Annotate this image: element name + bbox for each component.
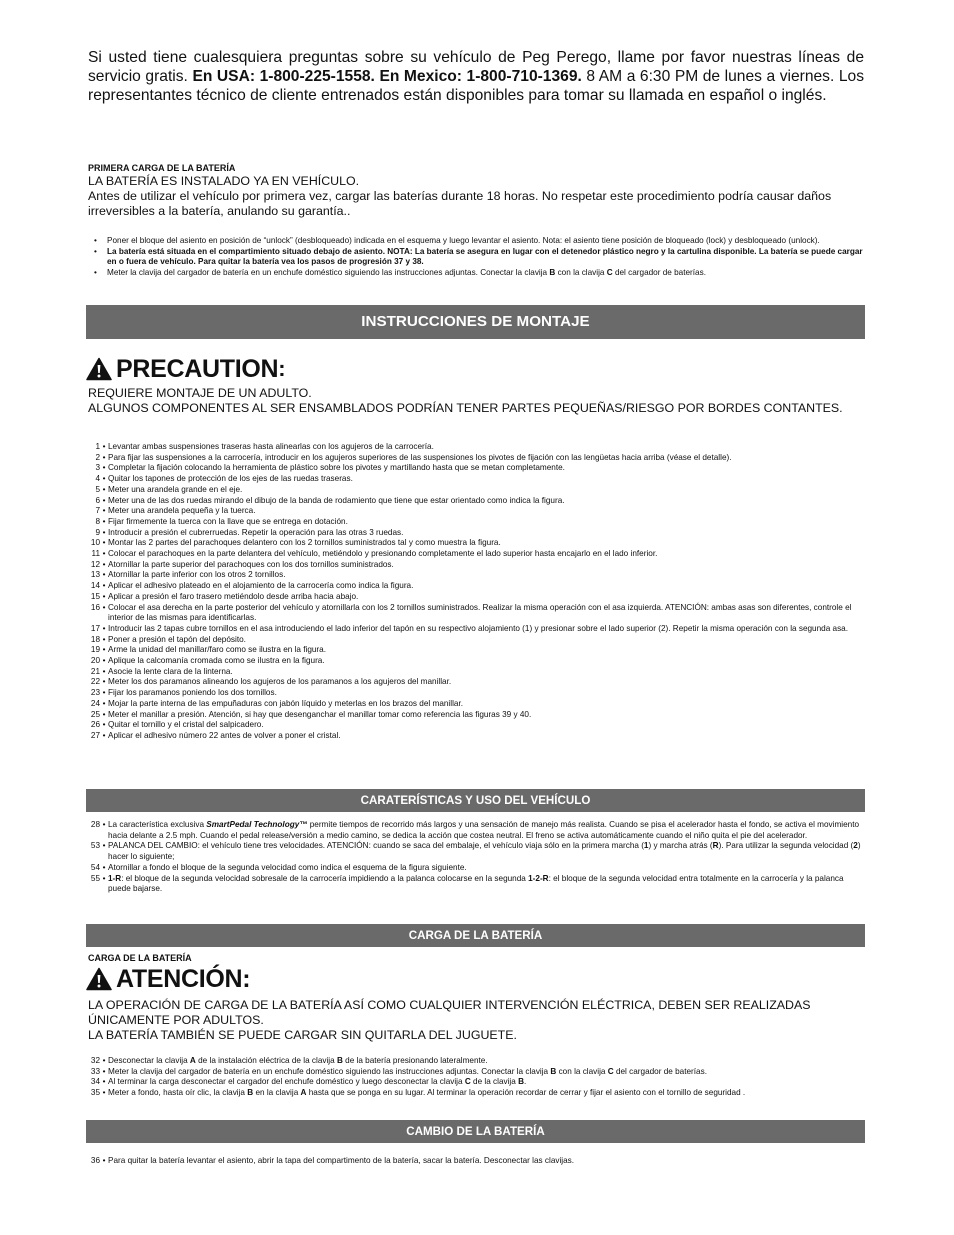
step-number: 18 [90, 634, 100, 644]
step-number: 53 [90, 841, 100, 851]
step-text: Fijar firmemente la tuerca con la llave que se entrega en dotación. [108, 516, 348, 526]
step-text: Aplicar el adhesivo plateado en el alojamiento de la carrocería como indica la figura. [108, 581, 414, 591]
step-item: 18 • Poner a presión el tapón del depósito. [84, 635, 864, 646]
step-text: Para fijar las suspensiones a la carrocería, introducir en los agujeros superiores de las suspensiones los pivotes de fijación con las lengüetas hacia arriba (véase el detalle). [108, 452, 732, 462]
step-text: Aplicar a presión el faro trasero metiéndolo desde arriba hacia abajo. [108, 591, 359, 601]
step-item: 33 • Meter la clavija del cargador de batería en un enchufe doméstico siguiendo las instrucciones adjuntas. Conectar la clavija B con la clavija C del cargador de baterías. [90, 1066, 707, 1076]
step-item: 24 • Mojar la parte interna de las empuñaduras con jabón líquido y meterlas en los brazos del manillar. [84, 699, 864, 710]
step-text: Montar las 2 partes del parachoques delantero con los 2 tornillos suministrados tal y como muestra la figura. [108, 538, 501, 548]
step-item: 27 • Aplicar el adhesivo número 22 antes de volver a poner el cristal. [84, 731, 864, 742]
atencion-title: ATENCIÓN: [116, 965, 251, 993]
step-item: 1 • Levantar ambas suspensiones traseras hasta alinearlas con los agujeros de la carrocería. [84, 442, 864, 453]
bullet-item [88, 268, 864, 279]
step-item: 2 • Para fijar las suspensiones a la carrocería, introducir en los agujeros superiores de las suspensiones los pivotes de fijación con las lengüetas hacia arriba (véase el detalle). [84, 453, 864, 464]
step-item: 15 • Aplicar a presión el faro trasero metiéndolo desde arriba hacia abajo. [84, 592, 864, 603]
step-text: Fijar los paramanos poniendo los dos tornillos. [108, 688, 277, 698]
step-text: Atornillar a fondo el bloque de la segunda velocidad como indica el esquema de la figura siguiente. [108, 862, 467, 872]
step-number: 17 [90, 623, 100, 633]
step-number: 19 [90, 645, 100, 655]
step-number: 16 [90, 602, 100, 612]
step-item: 5 • Meter una arandela grande en el eje. [84, 485, 864, 496]
bullet-item [88, 247, 864, 268]
precaution-colon: : [278, 356, 286, 381]
step-item: 23 • Fijar los paramanos poniendo los dos tornillos. [84, 688, 864, 699]
section-bar-charging: CARGA DE LA BATERÍA [86, 924, 865, 947]
step-item: 16 • Colocar el asa derecha en la parte posterior del vehículo y atornillarla con los 2 tornillos suministrados. Realizar la misma operación con el asa izquierda. ATENCIÓN: ambas asas son diferentes, controle el interior de las mismas para identificarlas. [84, 603, 864, 624]
battery-change-steps-list [84, 1156, 864, 1167]
step-item: 34 • Al terminar la carga desconectar el cargador del enchufe doméstico y luego desconectar la clavija C de la clavija B. [90, 1077, 527, 1087]
precaution-title: PRECAUTION [116, 355, 279, 383]
step-text: Meter los dos paramanos alineando los agujeros de los paramanos a los agujeros del manillar. [108, 677, 452, 687]
step-number: 28 [90, 820, 100, 829]
bullet-text: Poner el bloque del asiento en posición de “unlock” (desbloqueado) indicada en el esquema y luego levantar el asiento. Nota: el asiento tiene posición de bloqueado (lock) y desbloqueado (unlock). [107, 236, 820, 245]
charging-warning-line-2: LA BATERÍA TAMBIÉN SE PUEDE CARGAR SIN QUITARLA DEL JUGUETE. [88, 1027, 517, 1042]
step-number: 13 [90, 570, 100, 580]
first-charge-section [88, 163, 864, 219]
charging-warning-line-1: LA OPERACIÓN DE CARGA DE LA BATERÍA ASÍ COMO CUALQUIER INTERVENCIÓN ELÉCTRICA, DEBEN SER REALIZADAS ÚNICAMENTE POR ADULTOS. [88, 998, 811, 1027]
step-item: 17 • Introducir las 2 tapas cubre tornillos en el asa introduciendo el lado inferior del tapón en su respectivo alojamiento (1) y presionar sobre el lado superior (2). Repetir la misma operación con la segunda asa. [84, 624, 864, 635]
step-number: 2 [95, 452, 100, 462]
assembly-warning-text [88, 386, 864, 416]
warning-triangle-icon [86, 967, 112, 991]
step-text: Aplique la calcomanía cromada como se ilustra en la figura. [108, 656, 325, 666]
step-number: 9 [95, 527, 100, 537]
step-text: Quitar los tapones de protección de los ejes de las ruedas traseras. [108, 474, 353, 484]
step-text: Quitar el tornillo y el cristal del salpicadero. [108, 720, 264, 730]
step-text: Arme la unidad del manillar/faro como se ilustra en la figura. [108, 645, 326, 655]
step-text: La característica exclusiva SmartPedal Technology™ permite tiempos de recorrido más largos y una sensación de manejo más realista. Cuando se pisa el acelerador hasta el fondo, se activa el movimiento hacia delante a 2.5 mph. Cuando el pedal release/versión a medio camino, se dedica la acción que costea neutral. El freno se activa automáticamente cuando el niño quita el pie del acelerador. [108, 820, 860, 840]
step-text: Meter una arandela grande en el eje. [108, 484, 243, 494]
step-item: 32 • Desconectar la clavija A de la instalación eléctrica de la clavija B de la batería presionando lateralmente. [90, 1056, 488, 1065]
step-item: 4 • Quitar los tapones de protección de los ejes de las ruedas traseras. [84, 474, 864, 485]
first-charge-bullets [88, 236, 864, 279]
step-item: 13 • Atornillar la parte inferior con los otros 2 tornillos. [84, 570, 864, 581]
step-item: 22 • Meter los dos paramanos alineando los agujeros de los paramanos a los agujeros del manillar. [84, 677, 864, 688]
step-item: 26 • Quitar el tornillo y el cristal del salpicadero. [84, 720, 864, 731]
step-number: 54 [90, 862, 100, 872]
charging-steps-list [84, 1056, 864, 1099]
step-text: Colocar el parachoques en la parte delantera del vehículo, metiéndolo y presionando completamente el lado superior hasta encajarlo en el lado inferior. [108, 549, 658, 559]
step-item: 35 • Meter a fondo, hasta oír clic, la clavija B en la clavija A hasta que se ponga en su lugar. Al terminar la operación recordar de cerrar y fijar el asiento con el tornillo de seguridad . [90, 1088, 746, 1098]
bullet-item [88, 236, 864, 247]
step-number: 15 [90, 591, 100, 601]
step-number: 14 [90, 581, 100, 591]
assembly-steps-list [84, 442, 864, 742]
step-number: 20 [90, 656, 100, 666]
step-item: 25 • Meter el manillar a presión. Atención, si hay que desenganchar el manillar tomar como referencia las figuras 39 y 40. [84, 710, 864, 721]
step-item: 8 • Fijar firmemente la tuerca con la llave que se entrega en dotación. [84, 517, 864, 528]
step-text: Levantar ambas suspensiones traseras hasta alinearlas con los agujeros de la carrocería. [108, 442, 434, 451]
step-item: 53 • PALANCA DEL CAMBIO: el vehículo tiene tres velocidades. ATENCIÓN: cuando se saca del embalaje, el vehículo viaja sólo en la primera marcha (1) y marcha atrás (R). Para utilizar la segunda velocidad (2) hacer lo siguiente; [84, 841, 864, 862]
section-bar-battery-change: CAMBIO DE LA BATERÍA [86, 1120, 865, 1143]
intro-text-1: Si usted tiene cualesquiera preguntas sobre su vehículo de Peg Perego, llame por favor nuestras líneas de servicio gratis. [88, 49, 864, 85]
step-item: 55 • 1-R: el bloque de la segunda velocidad sobresale de la carrocería impidiendo a la palanca colocarse en la segunda 1-2-R: el bloque de la segunda velocidad entra totalmente en la carrocería y la palanca puede bajarse. [84, 874, 864, 895]
bullet-text: con la clavija [555, 268, 607, 278]
features-steps-list [84, 820, 864, 895]
charging-title: CARGA DE LA BATERÍA [88, 953, 192, 963]
step-text: PALANCA DEL CAMBIO: el vehículo tiene tres velocidades. ATENCIÓN: cuando se saca del embalaje, el vehículo viaja sólo en la primera marcha (1) y marcha atrás (R). Para utilizar la segunda velocidad (2) hacer lo siguiente; [108, 841, 861, 862]
step-number: 26 [90, 720, 100, 730]
step-item: 21 • Asocie la lente clara de la linterna. [84, 667, 864, 678]
plug-label: C [606, 268, 613, 278]
step-number: 10 [90, 538, 100, 548]
step-number: 24 [90, 698, 100, 708]
step-text: Meter una de las dos ruedas mirando el dibujo de la banda de rodamiento que tiene que estar orientado como indica la figura. [108, 495, 565, 505]
first-charge-line-2: Antes de utilizar el vehículo por primera vez, cargar las baterías durante 18 horas. No respetar este procedimiento podría causar daños irreversibles a la batería, anulando su garantía.. [88, 189, 832, 218]
bullet-text: del cargador de baterías. [612, 268, 706, 278]
step-text: Aplicar el adhesivo número 22 antes de volver a poner el cristal. [108, 730, 341, 740]
step-number: 7 [95, 506, 100, 516]
step-item: 28 • La característica exclusiva SmartPedal Technology™ permite tiempos de recorrido más largos y una sensación de manejo más realista. Cuando se pisa el acelerador hasta el fondo, se activa el movimiento hacia delante a 2.5 mph. Cuando el pedal release/versión a medio camino, se dedica la acción que costea neutral. El freno se activa automáticamente cuando el niño quita el pie del acelerador. [84, 820, 864, 841]
section-bar-features: CARATERÍSTICAS Y USO DEL VEHÍCULO [86, 789, 865, 812]
step-text: Meter el manillar a presión. Atención, si hay que desenganchar el manillar tomar como referencia las figuras 39 y 40. [108, 709, 532, 719]
step-number: 25 [90, 709, 100, 719]
assembly-warning-line-2: ALGUNOS COMPONENTES AL SER ENSAMBLADOS PODRÍAN TENER PARTES PEQUEÑAS/RIESGO POR BORDES CONTANTES. [88, 400, 843, 415]
step-number: 8 [95, 516, 100, 526]
bullet-text: Meter la clavija del cargador de batería en un enchufe doméstico siguiendo las instrucciones adjuntas. Conectar la clavija [107, 268, 550, 278]
step-item: 3 • Completar la fijación colocando la herramienta de plástico sobre los pivotes y martillando hasta que se metan completamente. [84, 463, 864, 474]
step-item: 20 • Aplique la calcomanía cromada como se ilustra en la figura. [84, 656, 864, 667]
bullet-text-bold: La batería está situada en el compartimiento situado debajo de asiento. NOTA: La batería se asegura en lugar con el detenedor plástico negro y la cartulina disponible. La batería se puede cargar en o fuera de vehículo. Para quitar la batería vea los pasos de progresión 37 y 38. [107, 246, 863, 267]
assembly-warning-line-1: REQUIERE MONTAJE DE UN ADULTO. [88, 386, 312, 400]
smartpedal-brand: SmartPedal Technology™ [206, 820, 308, 829]
intro-phone-numbers: En USA: 1-800-225-1558. En Mexico: 1-800-710-1369. [192, 68, 582, 85]
step-text: Colocar el asa derecha en la parte posterior del vehículo y atornillarla con los 2 tornillos suministrados. Realizar la misma operación con el asa izquierda. ATENCIÓN: ambas asas son diferentes, controle el interior de las mismas para identificarlas. [108, 602, 852, 623]
step-text: Poner a presión el tapón del depósito. [108, 634, 246, 644]
step-item: 10 • Montar las 2 partes del parachoques delantero con los 2 tornillos suministrados tal y como muestra la figura. [84, 538, 864, 549]
step-number: 1 [95, 442, 100, 451]
precaution-heading [86, 355, 286, 383]
step-text: Mojar la parte interna de las empuñaduras con jabón líquido y meterlas en los brazos del manillar. [108, 698, 463, 708]
step-text: Atornillar la parte superior del parachoques con los dos tornillos suministrados. [108, 559, 394, 569]
step-item: 9 • Introducir a presión el cubrerruedas. Repetir la operación para las otras 3 ruedas. [84, 528, 864, 539]
plug-label: B [549, 268, 556, 278]
first-charge-line-1: LA BATERÍA ES INSTALADO YA EN VEHÍCULO. [88, 174, 360, 188]
warning-triangle-icon [86, 357, 112, 381]
step-item: 11 • Colocar el parachoques en la parte delantera del vehículo, metiéndolo y presionando completamente el lado superior hasta encajarlo en el lado inferior. [84, 549, 864, 560]
step-text: Introducir a presión el cubrerruedas. Repetir la operación para las otras 3 ruedas. [108, 527, 404, 537]
step-text: 1-R: el bloque de la segunda velocidad sobresale de la carrocería impidiendo a la palanca colocarse en la segunda 1-2-R: el bloque de la segunda velocidad entra totalmente en la carrocería y la palanca puede bajarse. [108, 873, 844, 894]
step-number: 6 [95, 495, 100, 505]
step-text: Asocie la lente clara de la linterna. [108, 666, 233, 676]
step-text: Completar la fijación colocando la herramienta de plástico sobre los pivotes y martillando hasta que se metan completamente. [108, 463, 565, 473]
step-number: 11 [91, 549, 100, 559]
charging-warning-text [88, 998, 864, 1042]
step-number: 55 [90, 873, 100, 883]
step-text: Atornillar la parte inferior con los otros 2 tornillos. [108, 570, 286, 580]
step-number: 23 [90, 688, 100, 698]
step-number: 5 [95, 484, 100, 494]
intro-text-2: 8 AM a 6:30 PM de lunes a viernes. Los representantes técnico de cliente entrenados están disponibles para tomar su llamada en español o inglés. [88, 68, 865, 104]
step-item: 12 • Atornillar la parte superior del parachoques con los dos tornillos suministrados. [84, 560, 864, 571]
step-number: 12 [90, 559, 100, 569]
step-number: 3 [95, 463, 100, 473]
atencion-heading [86, 965, 250, 993]
step-text: Introducir las 2 tapas cubre tornillos en el asa introduciendo el lado inferior del tapón en su respectivo alojamiento (1) y presionar sobre el lado superior (2). Repetir la misma operación con la segunda asa. [108, 623, 849, 633]
step-item: 36 • Para quitar la batería levantar el asiento, abrir la tapa del compartimento de la batería, sacar la batería. Desconectar las clavijas. [90, 1156, 575, 1165]
step-item: 7 • Meter una arandela pequeña y la tuerca. [84, 506, 864, 517]
step-text: Meter una arandela pequeña y la tuerca. [108, 506, 256, 516]
step-number: 27 [90, 730, 100, 740]
step-number: 4 [95, 474, 100, 484]
first-charge-title: PRIMERA CARGA DE LA BATERÍA [88, 163, 236, 173]
step-item: 14 • Aplicar el adhesivo plateado en el alojamiento de la carrocería como indica la figura. [84, 581, 864, 592]
section-bar-assembly: INSTRUCCIONES DE MONTAJE [86, 305, 865, 339]
step-number: 21 [90, 666, 100, 676]
intro-paragraph [88, 48, 864, 105]
step-item: 54 • Atornillar a fondo el bloque de la segunda velocidad como indica el esquema de la figura siguiente. [84, 863, 864, 874]
step-item: 19 • Arme la unidad del manillar/faro como se ilustra en la figura. [84, 645, 864, 656]
step-number: 22 [90, 677, 100, 687]
step-item: 6 • Meter una de las dos ruedas mirando el dibujo de la banda de rodamiento que tiene que estar orientado como indica la figura. [84, 496, 864, 507]
